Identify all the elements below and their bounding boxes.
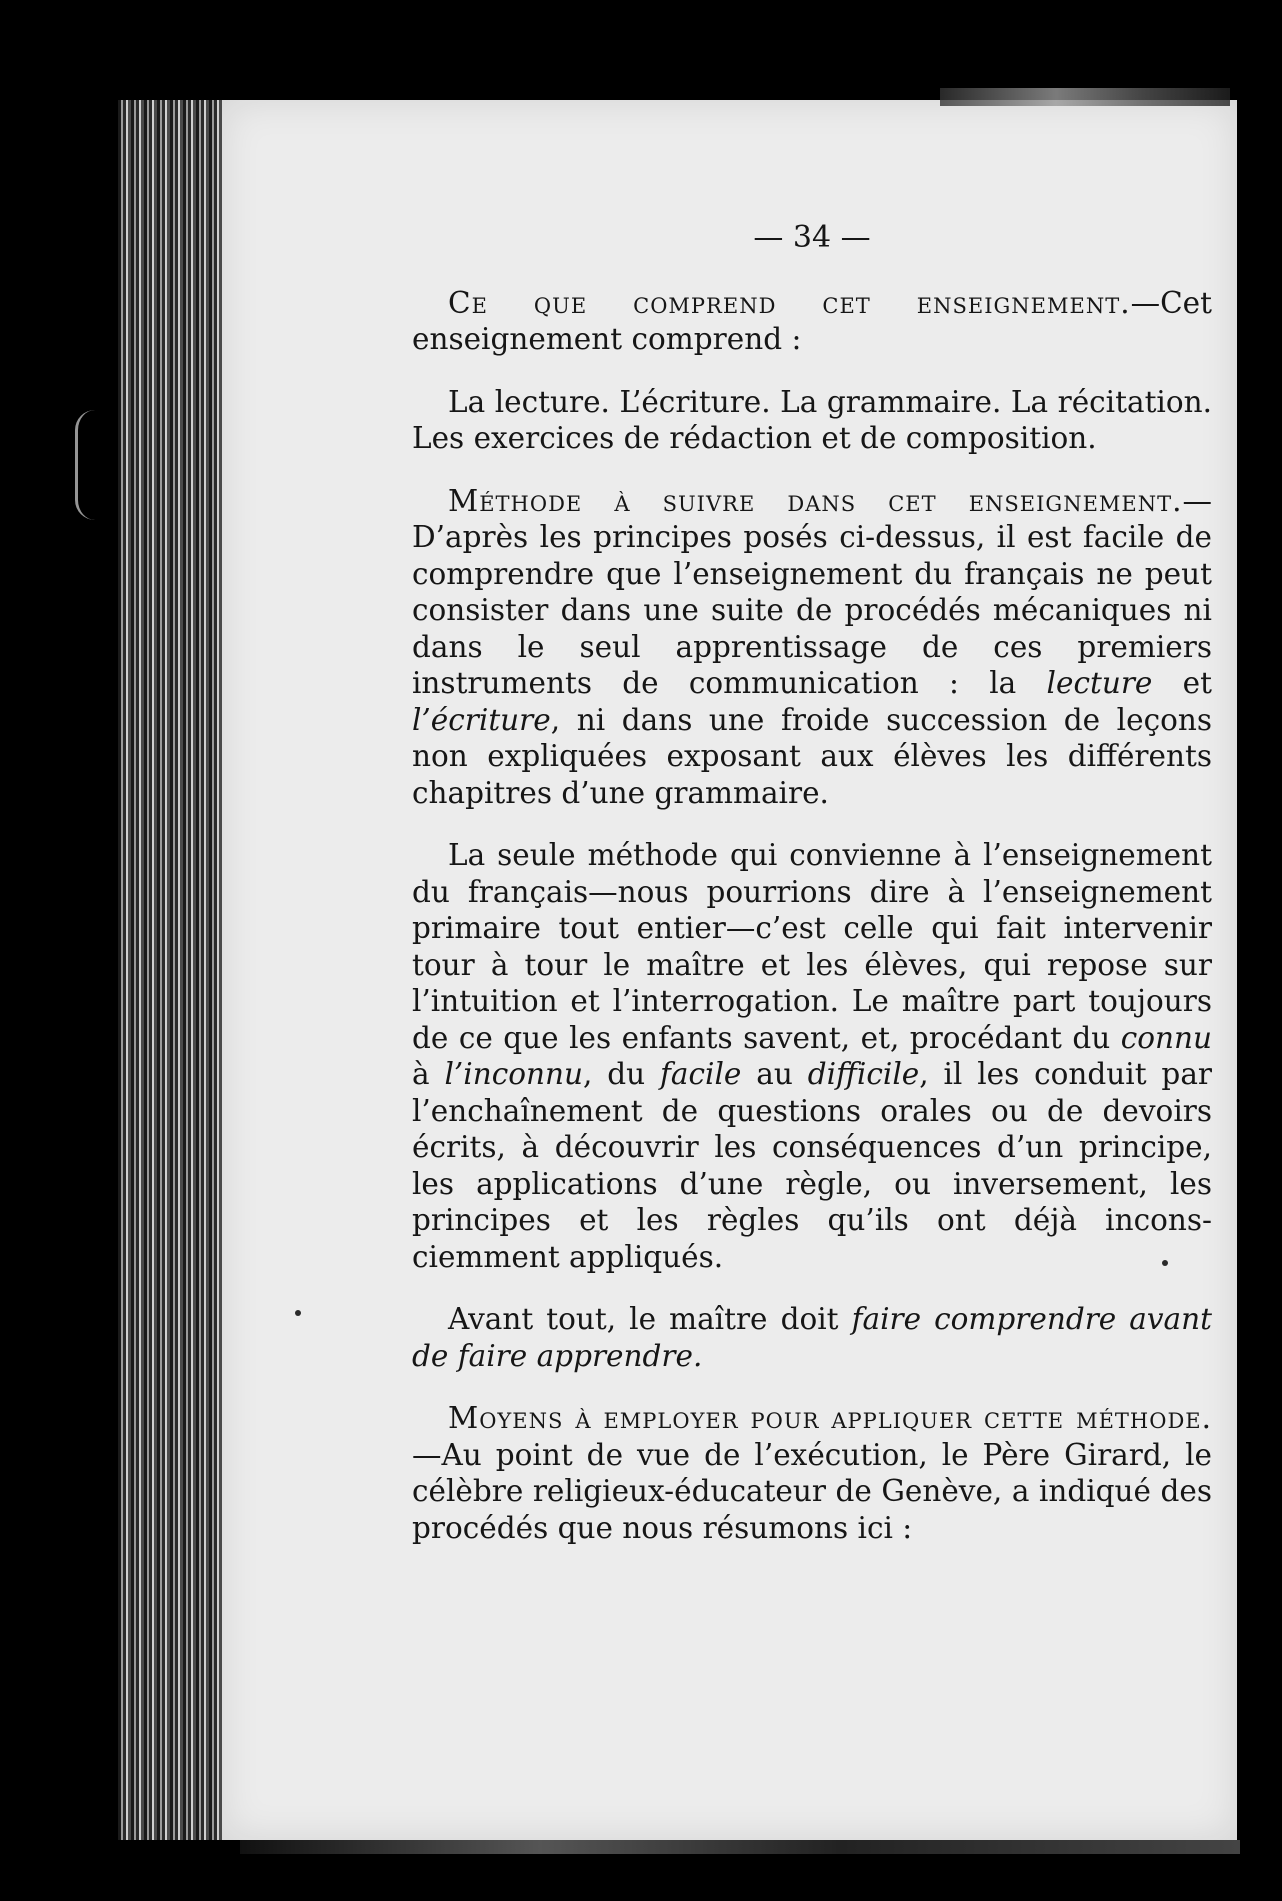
italic-term: lecture	[1046, 666, 1153, 700]
paragraph-list	[412, 384, 1212, 457]
paragraph-text: , du	[583, 1057, 661, 1091]
paragraph-text: et	[1152, 666, 1212, 700]
scan-artifact-top	[940, 88, 1230, 106]
section-heading: Méthode à suivre dans cet enseignement.	[448, 483, 1183, 518]
paragraph-seule-methode	[412, 837, 1212, 1275]
section-heading: Moyens à employer pour appliquer cette méthode.	[448, 1401, 1212, 1435]
paragraph-text: , ni dans une froide succession de leçons non expliquées exposant aux élèves les différents chapitres d’une grammaire.	[412, 702, 1212, 810]
paragraph-text: au	[741, 1057, 808, 1091]
loose-thread	[75, 410, 100, 520]
italic-term: facile	[660, 1057, 742, 1091]
paragraph-moyens	[412, 1400, 1212, 1546]
paragraph-text: La lecture. L’écriture. La grammaire. La récitation. Les exercices de rédaction et de composition.	[412, 384, 1212, 455]
page-number: — 34 —	[753, 220, 871, 255]
paragraph-contenu	[412, 285, 1212, 358]
paragraph-avant-tout	[412, 1301, 1212, 1374]
italic-term: connu	[1120, 1020, 1212, 1055]
page-text	[412, 220, 1212, 1572]
italic-term: faire comprendre avant de faire apprendre.	[412, 1302, 1213, 1373]
italic-term: l’écriture	[412, 702, 551, 737]
italic-term: l’inconnu	[444, 1057, 583, 1091]
section-heading: Ce que comprend cet enseignement.	[448, 285, 1131, 320]
paragraph-text: La seule méthode qui convienne à l’enseignement du français—nous pourrions dire à l’enseignement primaire tout entier—c’est celle qui fait intervenir tour à tour le maître et les élèves, qui repose sur l’intuition et l’interrogation. Le maître part toujours de ce que les enfants savent, et, procédant du	[412, 838, 1212, 1055]
italic-term: difficile	[807, 1057, 920, 1091]
scan-artifact-bottom	[240, 1840, 1240, 1854]
book-page-edges	[118, 100, 238, 1840]
paragraph-text: —D’après les principes posés ci-dessus, il est facile de comprendre que l’enseignement du français ne peut consister dans une suite de procédés mécaniques ni dans le seul apprentissage de ces premiers instruments de communication : la	[412, 483, 1212, 700]
ink-speck	[295, 1310, 301, 1316]
paragraph-text: , il les conduit par l’enchaînement de questions orales ou de devoirs écrits, à découvrir les conséquences d’un principe, les applications d’une règle, ou inversement, les principes et les règles qu’ils ont déjà inconsciemment appliqués.	[412, 1057, 1213, 1274]
paragraph-text: Avant tout, le maître doit	[448, 1302, 852, 1336]
paragraph-text: à	[412, 1057, 445, 1091]
paragraph-text: —Au point de vue de l’exécution, le Père Girard, le célèbre religieux-éducateur de Genève, a indiqué des procédés que nous résumons ici :	[412, 1437, 1212, 1545]
paragraph-methode	[412, 483, 1212, 812]
paragraph-text: —Cet enseignement comprend :	[412, 285, 1212, 356]
